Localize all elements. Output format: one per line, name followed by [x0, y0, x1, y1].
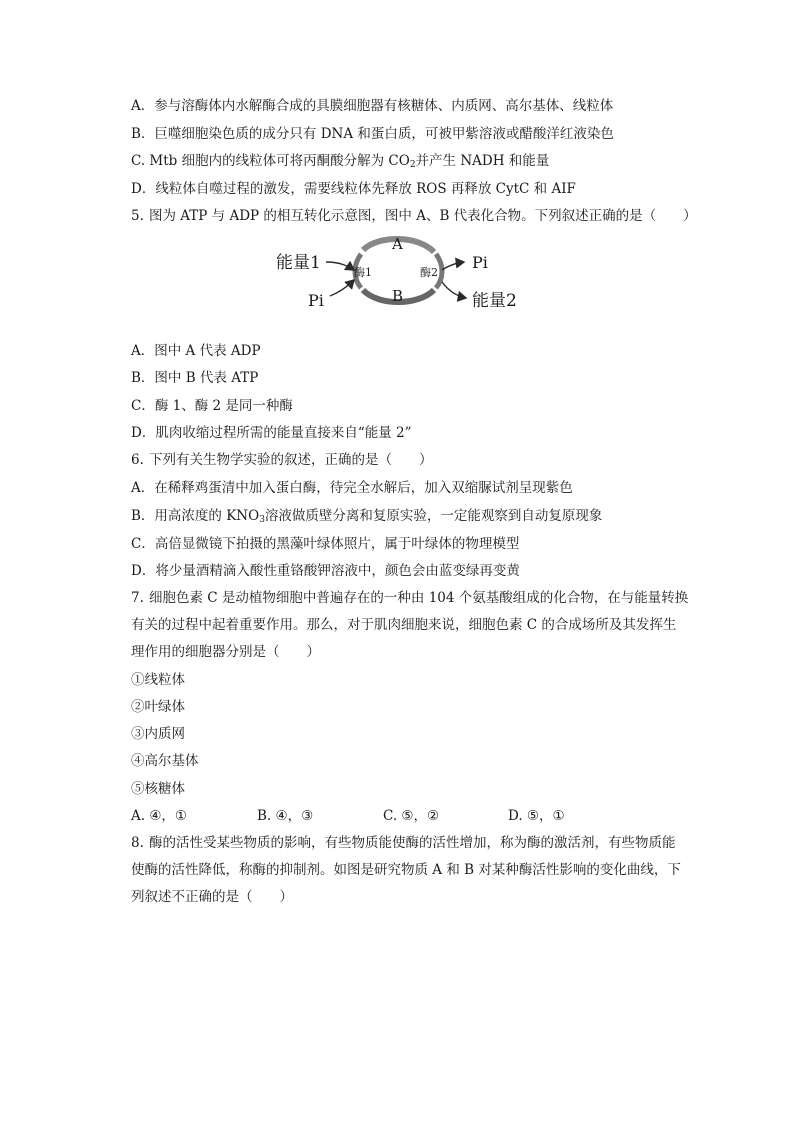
q6-option-c: C．高倍显微镜下拍摄的黑藻叶绿体照片，属于叶绿体的物理模型: [131, 536, 520, 552]
q7-item: ③内质网: [131, 726, 185, 742]
q4-option-b: B．巨噬细胞染色质的成分只有 DNA 和蛋白质，可被甲紫溶液或醋酸洋红液染色: [131, 126, 614, 142]
enzyme2-label: 酶2: [420, 266, 438, 279]
q4-option-c-text-end: 并产生 NADH 和能量: [415, 153, 550, 169]
q6-number: 6.: [131, 452, 144, 468]
pi-out-arrow: [442, 262, 464, 270]
q5-option-a: A．图中 A 代表 ADP: [131, 343, 261, 359]
q6-option-b-text: B．用高浓度的 KNO: [131, 508, 260, 524]
q5-stem: 图为 ATP 与 ADP 的相互转化示意图，图中 A、B 代表化合物。下列叙述正确的是（ ）: [149, 208, 697, 224]
compound-b-label: B: [392, 287, 404, 305]
pi-in-arrow: [330, 280, 354, 296]
q5-number: 5.: [131, 208, 144, 224]
enzyme1-label: 酶1: [354, 266, 372, 279]
q6-option-b-subscript: 3: [259, 515, 265, 525]
q7-item: ④高尔基体: [131, 753, 199, 769]
q4-option-c: [131, 152, 549, 170]
q7-stem-line-1: [131, 589, 688, 607]
energy2-label: 能量2: [472, 291, 517, 311]
q7-option-d: D. ⑤，①: [508, 808, 565, 824]
q8-stem-line-1: [131, 834, 676, 852]
q7-option-c: C. ⑤，②: [383, 808, 440, 824]
q7-option-a: A. ④，①: [131, 808, 188, 824]
q7-item: ②叶绿体: [131, 699, 185, 715]
q4-option-a: A．参与溶酶体内水解酶合成的具膜细胞器有核糖体、内质网、高尔基体、线粒体: [131, 98, 614, 114]
q5-stem-line: [131, 207, 697, 225]
q7-item: ①线粒体: [131, 672, 185, 688]
q5-option-c: C．酶 1、酶 2 是同一种酶: [131, 398, 293, 414]
q4-option-c-text: C. Mtb 细胞内的线粒体可将丙酮酸分解为 CO: [131, 153, 410, 169]
q4-option-c-subscript: 2: [409, 160, 416, 170]
q6-stem-line: [131, 451, 433, 469]
q6-stem: 下列有关生物学实验的叙述，正确的是（ ）: [149, 452, 433, 468]
q7-stem-1: 细胞色素 C 是动植物细胞中普遍存在的一种由 104 个氨基酸组成的化合物，在与能量转换: [149, 590, 689, 606]
q6-option-d: D．将少量酒精滴入酸性重铬酸钾溶液中，颜色会由蓝变绿再变黄: [131, 563, 520, 579]
energy1-label: 能量1: [276, 253, 321, 273]
q8-stem-line-3: 列叙述不正确的是（ ）: [131, 889, 293, 905]
pi-left-label: Pi: [308, 291, 324, 310]
q5-option-d: D．肌肉收缩过程所需的能量直接来自“能量 2”: [131, 425, 412, 441]
compound-a-label: A: [392, 235, 403, 253]
q7-item: ⑤核糖体: [131, 781, 185, 797]
atp-adp-conversion-diagram: [268, 230, 528, 320]
q6-option-b: [131, 507, 602, 525]
q6-option-a: A．在稀释鸡蛋清中加入蛋白酶，待完全水解后，加入双缩脲试剂呈现紫色: [131, 480, 573, 496]
q8-stem-1: 酶的活性受某些物质的影响，有些物质能使酶的活性增加，称为酶的激活剂，有些物质能: [149, 835, 676, 851]
q7-stem-line-3: 理作用的细胞器分别是（ ）: [131, 644, 320, 660]
q6-option-b-text-end: 溶液做质壁分离和复原实验，一定能观察到自动复原现象: [264, 508, 603, 524]
energy2-arrow: [442, 282, 466, 298]
q5-option-b: B．图中 B 代表 ATP: [131, 370, 259, 386]
q4-option-d: D．线粒体自噬过程的激发，需要线粒体先释放 ROS 再释放 CytC 和 AIF: [131, 181, 576, 197]
q7-option-b: B. ④，③: [257, 808, 314, 824]
q7-stem-line-2: 有关的过程中起着重要作用。那么，对于肌肉细胞来说，细胞色素 C 的合成场所及其发挥生: [131, 617, 677, 633]
q8-stem-line-2: 使酶的活性降低，称酶的抑制剂。如图是研究物质 A 和 B 对某种酶活性影响的变化曲线，下: [131, 862, 681, 878]
pi-right-label: Pi: [472, 253, 488, 272]
energy1-arrow: [326, 262, 354, 270]
q8-number: 8.: [131, 835, 144, 851]
q7-number: 7.: [131, 590, 144, 606]
